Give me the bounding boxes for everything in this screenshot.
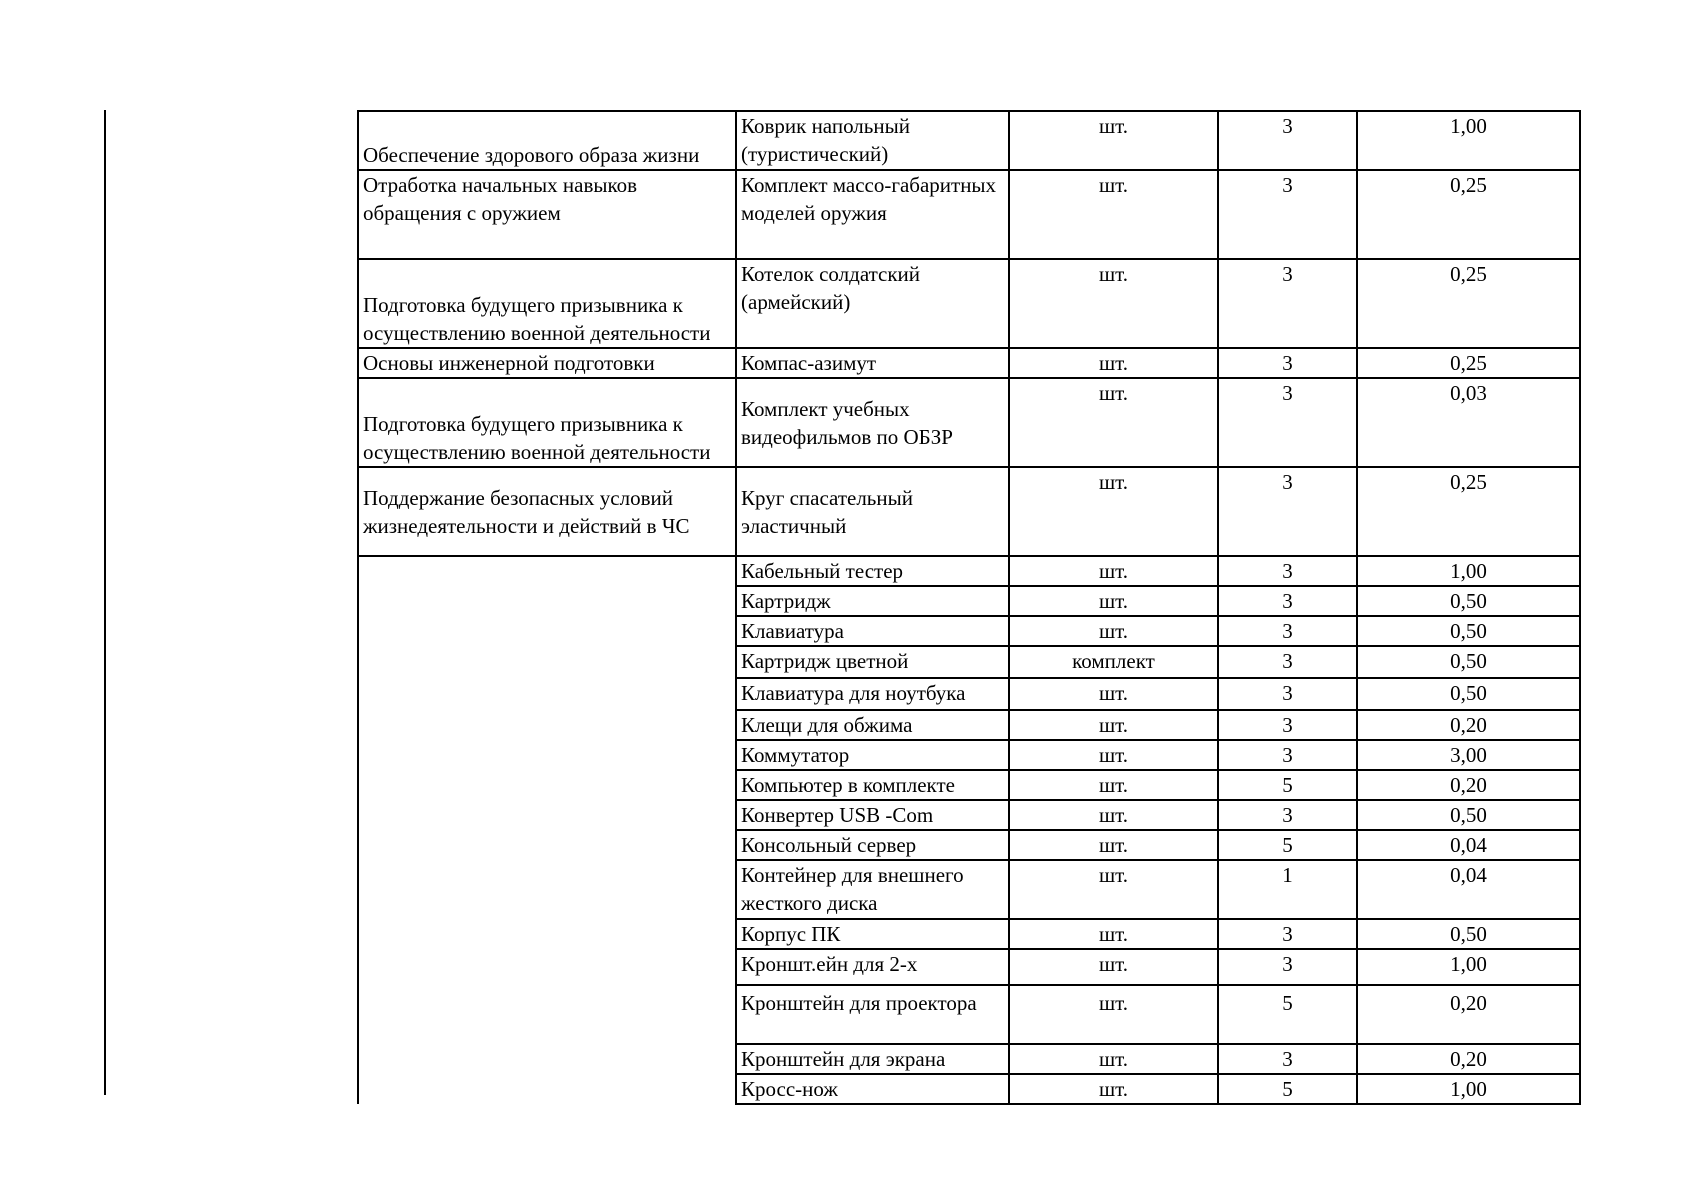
item-cell: Круг спасательный эластичный: [736, 467, 1009, 556]
table-row: [358, 259, 1580, 348]
quantity-cell: 3: [1218, 1044, 1357, 1074]
unit-cell: шт.: [1009, 467, 1218, 556]
item-cell: Конвертер USB -Com: [736, 800, 1009, 830]
quantity-cell: 3: [1218, 919, 1357, 949]
quantity-cell: 3: [1218, 556, 1357, 586]
quantity-cell: 5: [1218, 770, 1357, 800]
item-cell: Картридж: [736, 586, 1009, 616]
quantity-cell: 5: [1218, 985, 1357, 1044]
unit-cell: шт.: [1009, 949, 1218, 985]
item-cell: Клавиатура: [736, 616, 1009, 646]
norm-cell: 0,25: [1357, 170, 1580, 259]
item-cell: Компьютер в комплекте: [736, 770, 1009, 800]
norm-cell: 0,25: [1357, 259, 1580, 348]
item-cell: Кросс-нож: [736, 1074, 1009, 1104]
table-row: [358, 348, 1580, 378]
unit-cell: шт.: [1009, 111, 1218, 170]
item-cell: Контейнер для внешнего жесткого диска: [736, 860, 1009, 919]
norm-cell: 0,20: [1357, 985, 1580, 1044]
unit-cell: шт.: [1009, 348, 1218, 378]
norm-cell: 0,25: [1357, 348, 1580, 378]
quantity-cell: 3: [1218, 348, 1357, 378]
quantity-cell: 3: [1218, 259, 1357, 348]
quantity-cell: 3: [1218, 710, 1357, 740]
quantity-cell: 3: [1218, 646, 1357, 678]
norm-cell: 1,00: [1357, 949, 1580, 985]
unit-cell: шт.: [1009, 919, 1218, 949]
item-cell: Кабельный тестер: [736, 556, 1009, 586]
section-cell: Обеспечение здорового образа жизни: [358, 111, 736, 170]
norm-cell: 0,20: [1357, 1044, 1580, 1074]
equipment-table: [357, 110, 1581, 1105]
section-cell: Поддержание безопасных условий жизнедеятельности и действий в ЧС: [358, 467, 736, 556]
item-cell: Компас-азимут: [736, 348, 1009, 378]
item-cell: Кронштейн для проектора: [736, 985, 1009, 1044]
item-cell: Клавиатура для ноутбука: [736, 678, 1009, 710]
item-cell: Коврик напольный (туристический): [736, 111, 1009, 170]
norm-cell: 3,00: [1357, 740, 1580, 770]
section-cell: Основы инженерной подготовки: [358, 348, 736, 378]
norm-cell: 0,03: [1357, 378, 1580, 467]
norm-cell: 0,20: [1357, 770, 1580, 800]
unit-cell: шт.: [1009, 259, 1218, 348]
item-cell: Картридж цветной: [736, 646, 1009, 678]
norm-cell: 0,50: [1357, 646, 1580, 678]
section-cell-empty: [358, 556, 736, 1104]
item-cell: Кроншт.ейн для 2-х: [736, 949, 1009, 985]
item-cell: Комплект массо-габаритных моделей оружия: [736, 170, 1009, 259]
section-cell: Подготовка будущего призывника к осуществлению военной деятельности: [358, 259, 736, 348]
unit-cell: шт.: [1009, 678, 1218, 710]
quantity-cell: 3: [1218, 378, 1357, 467]
table-row: [358, 170, 1580, 259]
table-row: [358, 556, 1580, 586]
table-row: [358, 467, 1580, 556]
equipment-table-container: [357, 110, 1579, 1105]
section-cell: Подготовка будущего призывника к осуществлению военной деятельности: [358, 378, 736, 467]
unit-cell: шт.: [1009, 740, 1218, 770]
norm-cell: 1,00: [1357, 111, 1580, 170]
unit-cell: шт.: [1009, 1044, 1218, 1074]
norm-cell: 0,25: [1357, 467, 1580, 556]
unit-cell: шт.: [1009, 860, 1218, 919]
quantity-cell: 3: [1218, 740, 1357, 770]
norm-cell: 0,50: [1357, 616, 1580, 646]
unit-cell: шт.: [1009, 830, 1218, 860]
unit-cell: шт.: [1009, 170, 1218, 259]
quantity-cell: 3: [1218, 111, 1357, 170]
norm-cell: 1,00: [1357, 556, 1580, 586]
section-cell: Отработка начальных навыков обращения с оружием: [358, 170, 736, 259]
quantity-cell: 1: [1218, 860, 1357, 919]
item-cell: Коммутатор: [736, 740, 1009, 770]
norm-cell: 0,50: [1357, 586, 1580, 616]
unit-cell: шт.: [1009, 556, 1218, 586]
item-cell: Клещи для обжима: [736, 710, 1009, 740]
quantity-cell: 3: [1218, 586, 1357, 616]
unit-cell: шт.: [1009, 1074, 1218, 1104]
table-row: [358, 378, 1580, 467]
unit-cell: шт.: [1009, 378, 1218, 467]
unit-cell: шт.: [1009, 800, 1218, 830]
norm-cell: 0,20: [1357, 710, 1580, 740]
unit-cell: шт.: [1009, 586, 1218, 616]
quantity-cell: 3: [1218, 800, 1357, 830]
quantity-cell: 3: [1218, 616, 1357, 646]
item-cell: Комплект учебных видеофильмов по ОБЗР: [736, 378, 1009, 467]
quantity-cell: 3: [1218, 467, 1357, 556]
quantity-cell: 3: [1218, 678, 1357, 710]
norm-cell: 0,04: [1357, 860, 1580, 919]
unit-cell: шт.: [1009, 770, 1218, 800]
norm-cell: 0,50: [1357, 678, 1580, 710]
quantity-cell: 5: [1218, 830, 1357, 860]
norm-cell: 0,50: [1357, 800, 1580, 830]
item-cell: Корпус ПК: [736, 919, 1009, 949]
quantity-cell: 3: [1218, 949, 1357, 985]
unit-cell: шт.: [1009, 710, 1218, 740]
unit-cell: шт.: [1009, 616, 1218, 646]
left-margin-rule: [104, 110, 106, 1095]
unit-cell: шт.: [1009, 985, 1218, 1044]
unit-cell: комплект: [1009, 646, 1218, 678]
quantity-cell: 3: [1218, 170, 1357, 259]
item-cell: Кронштейн для экрана: [736, 1044, 1009, 1074]
item-cell: Консольный сервер: [736, 830, 1009, 860]
item-cell: Котелок солдатский (армейский): [736, 259, 1009, 348]
table-row: [358, 111, 1580, 170]
norm-cell: 0,50: [1357, 919, 1580, 949]
norm-cell: 0,04: [1357, 830, 1580, 860]
quantity-cell: 5: [1218, 1074, 1357, 1104]
norm-cell: 1,00: [1357, 1074, 1580, 1104]
